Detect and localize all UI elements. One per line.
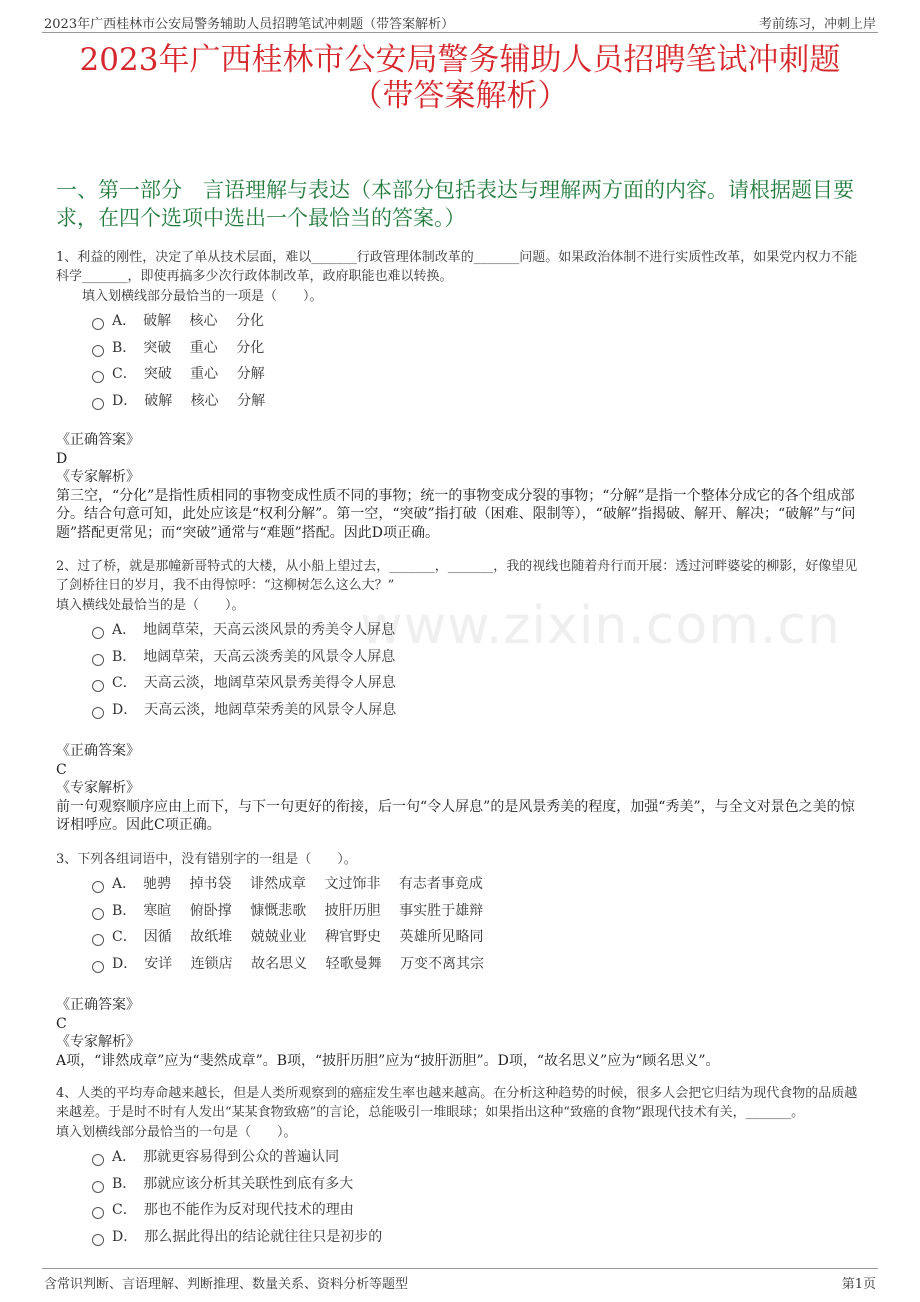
question-stem: 1、利益的刚性，决定了单从技术层面，难以_______行政管理体制改革的_______问题。如果政治体制不进行实质性改革，如果党内权力不能科学_______，即使再搞多少次行政体制改革，政府职能也难以转换。 <box>56 250 858 284</box>
answer-label: 《正确答案》 <box>56 997 140 1013</box>
option-d[interactable]: D． 安详 连锁店 故名思义 轻歌曼舞 万变不离其宗 <box>92 953 866 980</box>
radio-icon[interactable] <box>92 881 104 893</box>
question-3 <box>56 850 866 979</box>
option-c[interactable]: C． 因循 故纸堆 兢兢业业 稗官野史 英雄所见略同 <box>92 926 866 953</box>
option-a[interactable]: A． 那就更容易得到公众的普遍认同 <box>92 1146 866 1173</box>
answer-block-2 <box>56 742 866 835</box>
radio-icon[interactable] <box>92 1207 104 1219</box>
option-b[interactable]: B． 突破 重心 分化 <box>92 337 866 364</box>
question-2 <box>56 557 866 725</box>
question-stem: 2、过了桥，就是那幢新哥特式的大楼，从小船上望过去，_______，_______，我的视线也随着舟行而开展：透过河畔婆娑的柳影，好像望见了剑桥往日的岁月，我不由得惊呼：“这柳树怎么这么大？” <box>56 559 858 593</box>
answer-value: D <box>56 450 68 467</box>
answer-label: 《正确答案》 <box>56 432 140 448</box>
watermark: www.zixin.com.cn <box>360 596 841 656</box>
option-a[interactable]: A． 驰骋 掉书袋 诽然成章 文过饰非 有志者事竟成 <box>92 873 866 900</box>
radio-icon[interactable] <box>92 908 104 920</box>
radio-icon[interactable] <box>92 934 104 946</box>
question-stem: 4、人类的平均寿命越来越长，但是人类所观察到的癌症发生率也越来越高。在分析这种趋势的时候，很多人会把它归结为现代食物的品质越来越差。于是时不时有人发出“某某食物致癌”的言论，总能吸引一堆眼球；如果指出这种“致癌的食物”跟现代技术有关，_______。 <box>56 1086 858 1120</box>
question-prompt: 填入划横线部分最恰当的一项是（ ）。 <box>56 289 323 304</box>
radio-icon[interactable] <box>92 318 104 330</box>
radio-icon[interactable] <box>92 345 104 357</box>
header-right-text: 考前练习，冲刺上岸 <box>758 17 876 32</box>
option-a[interactable]: A． 破解 核心 分化 <box>92 310 866 337</box>
question-prompt: 填入横线处最恰当的是（ ）。 <box>56 598 245 613</box>
option-d[interactable]: D． 破解 核心 分解 <box>92 390 866 417</box>
option-d[interactable]: D． 那么据此得出的结论就往往只是初步的 <box>92 1226 866 1253</box>
radio-icon[interactable] <box>92 1181 104 1193</box>
question-1 <box>56 248 866 416</box>
radio-icon[interactable] <box>92 961 104 973</box>
header-left-text: 2023年广西桂林市公安局警务辅助人员招聘笔试冲刺题（带答案解析） <box>44 17 455 32</box>
option-d[interactable]: D． 天高云淡，地阔草荣秀美的风景令人屏息 <box>92 699 866 726</box>
option-list <box>92 619 866 725</box>
page-title: 2023年广西桂林市公安局警务辅助人员招聘笔试冲刺题（带答案解析） <box>79 42 841 114</box>
analysis-label: 《专家解析》 <box>56 469 140 485</box>
radio-icon[interactable] <box>92 627 104 639</box>
answer-value: C <box>56 1015 67 1032</box>
answer-value: C <box>56 761 67 778</box>
option-b[interactable]: B． 那就应该分析其关联性到底有多大 <box>92 1173 866 1200</box>
page-number: 第1页 <box>841 1277 876 1292</box>
radio-icon[interactable] <box>92 371 104 383</box>
question-stem: 3、下列各组词语中，没有错别字的一组是（ ）。 <box>56 852 357 867</box>
answer-label: 《正确答案》 <box>56 743 140 759</box>
option-b[interactable]: B． 地阔草荣，天高云淡秀美的风景令人屏息 <box>92 646 866 673</box>
analysis-label: 《专家解析》 <box>56 1034 140 1050</box>
option-c[interactable]: C． 天高云淡，地阔草荣风景秀美得令人屏息 <box>92 672 866 699</box>
page-header <box>42 10 878 33</box>
option-c[interactable]: C． 突破 重心 分解 <box>92 363 866 390</box>
answer-block-3 <box>56 996 866 1070</box>
radio-icon[interactable] <box>92 680 104 692</box>
question-prompt: 填入划横线部分最恰当的一句是（ ）。 <box>56 1125 297 1140</box>
radio-icon[interactable] <box>92 654 104 666</box>
section-heading: 一、第一部分 言语理解与表达（本部分包括表达与理解两方面的内容。请根据题目要求，在四个选项中选出一个最恰当的答案。） <box>56 178 854 230</box>
analysis-text: A项，“诽然成章”应为“斐然成章”。B项，“披肝历胆”应为“披肝沥胆”。D项，“故名思义”应为“顾名思义”。 <box>56 1052 720 1069</box>
radio-icon[interactable] <box>92 1234 104 1246</box>
analysis-text: 前一句观察顺序应由上而下，与下一句更好的衔接，后一句“令人屏息”的是风景秀美的程度，加强“秀美”，与全文对景色之美的惊讶相呼应。因此C项正确。 <box>56 798 855 833</box>
answer-block-1 <box>56 431 866 542</box>
analysis-label: 《专家解析》 <box>56 780 140 796</box>
radio-icon[interactable] <box>92 707 104 719</box>
option-a[interactable]: A． 地阔草荣，天高云淡风景的秀美令人屏息 <box>92 619 866 646</box>
question-4 <box>56 1084 866 1252</box>
radio-icon[interactable] <box>92 1154 104 1166</box>
option-list <box>92 310 866 416</box>
option-b[interactable]: B． 寒暄 俯卧撑 慷慨悲歌 披肝历胆 事实胜于雄辩 <box>92 900 866 927</box>
option-list <box>92 873 866 979</box>
footer-left-text: 含常识判断、言语理解、判断推理、数量关系、资料分析等题型 <box>44 1277 409 1292</box>
page-footer <box>42 1268 878 1293</box>
radio-icon[interactable] <box>92 398 104 410</box>
option-c[interactable]: C． 那也不能作为反对现代技术的理由 <box>92 1199 866 1226</box>
analysis-text: 第三空，“分化”是指性质相同的事物变成性质不同的事物；统一的事物变成分裂的事物；“分解”是指一个整体分成它的各个组成部分。结合句意可知，此处应该是“权利分解”。第一空，“突破”指打破（困难、限制等），“破解”指揭破、解开、解决；“破解”与“问题”搭配更常见；而“突破”通常与“难题”搭配。因此D项正确。 <box>56 487 856 541</box>
option-list <box>92 1146 866 1252</box>
